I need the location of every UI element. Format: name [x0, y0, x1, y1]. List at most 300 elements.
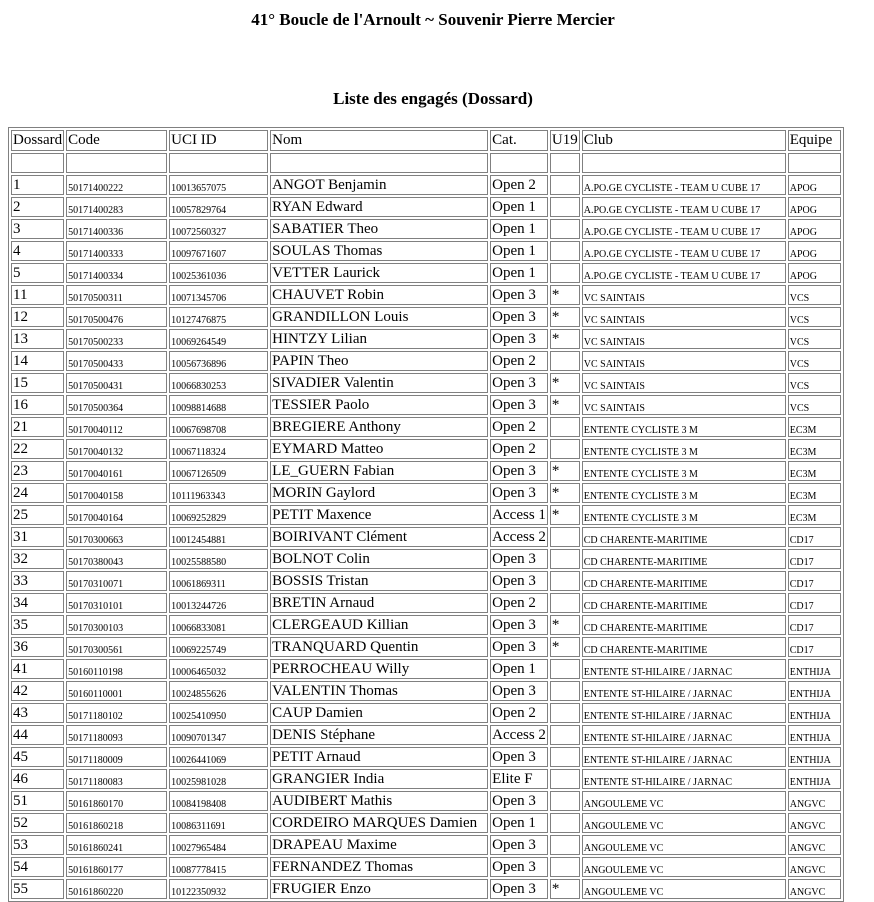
team-cell: ANGVC	[788, 835, 841, 855]
dossard-cell: 22	[11, 439, 64, 459]
u19-cell	[550, 175, 580, 195]
team-cell: EC3M	[788, 483, 841, 503]
col-header-cat: Cat.	[490, 130, 548, 151]
code-cell: 50170500433	[66, 351, 167, 371]
uci-id-cell: 10006465032	[169, 659, 268, 679]
col-header-equipe: Equipe	[788, 130, 841, 151]
u19-cell	[550, 725, 580, 745]
table-row	[11, 285, 841, 305]
club-cell: VC SAINTAIS	[582, 351, 786, 371]
table-row	[11, 703, 841, 723]
club-cell: CD CHARENTE-MARITIME	[582, 549, 786, 569]
dossard-cell: 25	[11, 505, 64, 525]
spacer-cell	[788, 153, 841, 173]
table-row	[11, 417, 841, 437]
team-cell: ANGVC	[788, 879, 841, 899]
team-cell: CD17	[788, 527, 841, 547]
club-cell: ENTENTE ST-HILAIRE / JARNAC	[582, 725, 786, 745]
u19-cell	[550, 549, 580, 569]
u19-cell	[550, 835, 580, 855]
table-row	[11, 835, 841, 855]
name-cell: TRANQUARD Quentin	[270, 637, 488, 657]
dossard-cell: 14	[11, 351, 64, 371]
code-cell: 50171180102	[66, 703, 167, 723]
u19-cell: *	[550, 329, 580, 349]
table-row	[11, 329, 841, 349]
entries-table	[8, 127, 844, 902]
category-cell: Open 3	[490, 571, 548, 591]
u19-cell: *	[550, 373, 580, 393]
name-cell: PETIT Arnaud	[270, 747, 488, 767]
club-cell: CD CHARENTE-MARITIME	[582, 527, 786, 547]
uci-id-cell: 10090701347	[169, 725, 268, 745]
code-cell: 50170040164	[66, 505, 167, 525]
code-cell: 50170300561	[66, 637, 167, 657]
club-cell: ENTENTE CYCLISTE 3 M	[582, 483, 786, 503]
category-cell: Open 3	[490, 549, 548, 569]
col-header-u19: U19	[550, 130, 580, 151]
club-cell: ANGOULEME VC	[582, 791, 786, 811]
code-cell: 50170040132	[66, 439, 167, 459]
u19-cell	[550, 857, 580, 877]
code-cell: 50171400334	[66, 263, 167, 283]
code-cell: 50161860241	[66, 835, 167, 855]
uci-id-cell: 10072560327	[169, 219, 268, 239]
category-cell: Open 3	[490, 461, 548, 481]
dossard-cell: 2	[11, 197, 64, 217]
name-cell: DENIS Stéphane	[270, 725, 488, 745]
code-cell: 50170500476	[66, 307, 167, 327]
code-cell: 50170500431	[66, 373, 167, 393]
name-cell: BOLNOT Colin	[270, 549, 488, 569]
category-cell: Access 2	[492, 727, 546, 743]
name-cell: RYAN Edward	[270, 197, 488, 217]
table-row	[11, 747, 841, 767]
name-cell: BOIRIVANT Clément	[270, 527, 488, 547]
team-cell: ENTHIJA	[788, 747, 841, 767]
name-cell: VALENTIN Thomas	[270, 681, 488, 701]
table-row	[11, 175, 841, 195]
code-cell: 50170300663	[66, 527, 167, 547]
category-cell: Open 2	[490, 417, 548, 437]
uci-id-cell: 10067698708	[169, 417, 268, 437]
team-cell: EC3M	[788, 417, 841, 437]
uci-id-cell: 10097671607	[169, 241, 268, 261]
code-cell: 50161860218	[66, 813, 167, 833]
uci-id-cell: 10027965484	[169, 835, 268, 855]
uci-id-cell: 10066833081	[169, 615, 268, 635]
table-row	[11, 373, 841, 393]
club-cell: A.PO.GE CYCLISTE - TEAM U CUBE 17	[582, 263, 786, 283]
code-cell: 50170500364	[66, 395, 167, 415]
table-row	[11, 307, 841, 327]
category-cell: Open 2	[490, 439, 548, 459]
name-cell: GRANDILLON Louis	[270, 307, 488, 327]
spacer-cell	[66, 153, 167, 173]
spacer-cell	[550, 153, 580, 173]
team-cell: EC3M	[788, 439, 841, 459]
name-cell: VETTER Laurick	[270, 263, 488, 283]
dossard-cell: 11	[11, 285, 64, 305]
name-cell: BREGIERE Anthony	[270, 417, 488, 437]
u19-cell: *	[550, 879, 580, 899]
dossard-cell: 12	[11, 307, 64, 327]
name-cell: GRANGIER India	[270, 769, 488, 789]
u19-cell	[550, 791, 580, 811]
dossard-cell: 16	[11, 395, 64, 415]
team-cell: VCS	[788, 351, 841, 371]
name-cell: AUDIBERT Mathis	[270, 791, 488, 811]
name-cell: BRETIN Arnaud	[270, 593, 488, 613]
uci-id-cell: 10087778415	[169, 857, 268, 877]
dossard-cell: 51	[11, 791, 64, 811]
club-cell: A.PO.GE CYCLISTE - TEAM U CUBE 17	[582, 175, 786, 195]
table-row	[11, 857, 841, 877]
code-cell: 50170300103	[66, 615, 167, 635]
club-cell: ENTENTE CYCLISTE 3 M	[582, 417, 786, 437]
uci-id-cell: 10025361036	[169, 263, 268, 283]
u19-cell	[550, 527, 580, 547]
category-cell: Open 3	[490, 791, 548, 811]
team-cell: ANGVC	[788, 791, 841, 811]
table-row	[11, 483, 841, 503]
u19-cell	[550, 439, 580, 459]
list-subtitle: Liste des engagés (Dossard)	[333, 89, 533, 108]
team-cell: VCS	[788, 395, 841, 415]
code-cell: 50170380043	[66, 549, 167, 569]
u19-cell: *	[550, 637, 580, 657]
dossard-cell: 1	[11, 175, 64, 195]
club-cell: ANGOULEME VC	[582, 879, 786, 899]
uci-id-cell: 10057829764	[169, 197, 268, 217]
uci-id-cell: 10013657075	[169, 175, 268, 195]
team-cell: ENTHIJA	[788, 659, 841, 679]
team-cell: ENTHIJA	[788, 681, 841, 701]
entries-body	[11, 175, 841, 899]
table-row	[11, 637, 841, 657]
u19-cell	[550, 241, 580, 261]
club-cell: ANGOULEME VC	[582, 835, 786, 855]
col-header-dossard: Dossard	[11, 130, 64, 151]
table-row	[11, 879, 841, 899]
name-cell: HINTZY Lilian	[270, 329, 488, 349]
code-cell: 50170040158	[66, 483, 167, 503]
name-cell: PETIT Maxence	[270, 505, 488, 525]
category-cell: Open 3	[490, 483, 548, 503]
team-cell: APOG	[788, 197, 841, 217]
uci-id-cell: 10013244726	[169, 593, 268, 613]
category-cell: Open 3	[490, 373, 548, 393]
name-cell: MORIN Gaylord	[270, 483, 488, 503]
dossard-cell: 54	[11, 857, 64, 877]
team-cell: CD17	[788, 637, 841, 657]
team-cell: EC3M	[788, 505, 841, 525]
uci-id-cell: 10122350932	[169, 879, 268, 899]
category-cell: Open 2	[490, 593, 548, 613]
uci-id-cell: 10067126509	[169, 461, 268, 481]
spacer-cell	[169, 153, 268, 173]
name-cell: SOULAS Thomas	[270, 241, 488, 261]
page-title: 41° Boucle de l'Arnoult ~ Souvenir Pierre Mercier	[251, 10, 615, 29]
club-cell: ENTENTE CYCLISTE 3 M	[582, 461, 786, 481]
dossard-cell: 43	[11, 703, 64, 723]
dossard-cell: 3	[11, 219, 64, 239]
uci-id-cell: 10071345706	[169, 285, 268, 305]
dossard-cell: 45	[11, 747, 64, 767]
category-cell: Access 2	[492, 529, 546, 545]
code-cell: 50171400333	[66, 241, 167, 261]
code-cell: 50170310101	[66, 593, 167, 613]
u19-cell: *	[550, 395, 580, 415]
club-cell: ENTENTE ST-HILAIRE / JARNAC	[582, 703, 786, 723]
team-cell: VCS	[788, 307, 841, 327]
code-cell: 50171180009	[66, 747, 167, 767]
dossard-cell: 52	[11, 813, 64, 833]
u19-cell	[550, 703, 580, 723]
table-row	[11, 681, 841, 701]
name-cell: DRAPEAU Maxime	[270, 835, 488, 855]
col-header-club: Club	[582, 130, 786, 151]
club-cell: A.PO.GE CYCLISTE - TEAM U CUBE 17	[582, 219, 786, 239]
club-cell: ANGOULEME VC	[582, 857, 786, 877]
table-row	[11, 197, 841, 217]
name-cell: CORDEIRO MARQUES Damien	[270, 813, 488, 833]
name-cell: CHAUVET Robin	[270, 285, 488, 305]
code-cell: 50171180083	[66, 769, 167, 789]
table-row	[11, 615, 841, 635]
uci-id-cell: 10061869311	[169, 571, 268, 591]
uci-id-cell: 10066830253	[169, 373, 268, 393]
dossard-cell: 35	[11, 615, 64, 635]
table-row	[11, 505, 841, 525]
spacer-cell	[11, 153, 64, 173]
club-cell: ENTENTE ST-HILAIRE / JARNAC	[582, 681, 786, 701]
col-header-code: Code	[66, 130, 167, 151]
u19-cell: *	[550, 615, 580, 635]
u19-cell	[550, 769, 580, 789]
category-cell: Open 1	[490, 263, 548, 283]
club-cell: VC SAINTAIS	[582, 307, 786, 327]
club-cell: ENTENTE CYCLISTE 3 M	[582, 505, 786, 525]
team-cell: APOG	[788, 263, 841, 283]
uci-id-cell: 10012454881	[169, 527, 268, 547]
col-header-uci-id: UCI ID	[169, 130, 268, 151]
uci-id-cell: 10098814688	[169, 395, 268, 415]
club-cell: A.PO.GE CYCLISTE - TEAM U CUBE 17	[582, 197, 786, 217]
name-cell: LE_GUERN Fabian	[270, 461, 488, 481]
club-cell: ENTENTE CYCLISTE 3 M	[582, 439, 786, 459]
dossard-cell: 36	[11, 637, 64, 657]
uci-id-cell: 10067118324	[169, 439, 268, 459]
dossard-cell: 44	[11, 725, 64, 745]
dossard-cell: 53	[11, 835, 64, 855]
table-row	[11, 527, 841, 547]
name-cell: CAUP Damien	[270, 703, 488, 723]
table-row	[11, 725, 841, 745]
dossard-cell: 46	[11, 769, 64, 789]
u19-cell	[550, 747, 580, 767]
u19-cell	[550, 417, 580, 437]
dossard-cell: 32	[11, 549, 64, 569]
table-row	[11, 241, 841, 261]
club-cell: CD CHARENTE-MARITIME	[582, 593, 786, 613]
team-cell: CD17	[788, 571, 841, 591]
club-cell: VC SAINTAIS	[582, 395, 786, 415]
col-header-nom: Nom	[270, 130, 488, 151]
table-row	[11, 769, 841, 789]
category-cell: Open 3	[490, 329, 548, 349]
table-row	[11, 263, 841, 283]
dossard-cell: 23	[11, 461, 64, 481]
category-cell: Open 1	[490, 241, 548, 261]
table-row	[11, 659, 841, 679]
table-row	[11, 593, 841, 613]
code-cell: 50171400336	[66, 219, 167, 239]
dossard-cell: 15	[11, 373, 64, 393]
code-cell: 50161860220	[66, 879, 167, 899]
name-cell: SABATIER Theo	[270, 219, 488, 239]
u19-cell	[550, 263, 580, 283]
code-cell: 50161860177	[66, 857, 167, 877]
uci-id-cell: 10025410950	[169, 703, 268, 723]
category-cell: Open 3	[490, 835, 548, 855]
table-row	[11, 395, 841, 415]
uci-id-cell: 10069264549	[169, 329, 268, 349]
code-cell: 50170500311	[66, 285, 167, 305]
team-cell: APOG	[788, 241, 841, 261]
u19-cell	[550, 571, 580, 591]
code-cell: 50170310071	[66, 571, 167, 591]
category-cell: Open 2	[490, 175, 548, 195]
code-cell: 50171400222	[66, 175, 167, 195]
club-cell: CD CHARENTE-MARITIME	[582, 615, 786, 635]
team-cell: EC3M	[788, 461, 841, 481]
club-cell: ENTENTE ST-HILAIRE / JARNAC	[582, 769, 786, 789]
code-cell: 50171400283	[66, 197, 167, 217]
category-cell: Open 1	[490, 197, 548, 217]
category-cell: Open 2	[490, 703, 548, 723]
uci-id-cell: 10086311691	[169, 813, 268, 833]
category-cell: Open 1	[490, 219, 548, 239]
table-row	[11, 439, 841, 459]
code-cell: 50160110198	[66, 659, 167, 679]
name-cell: CLERGEAUD Killian	[270, 615, 488, 635]
spacer-row	[11, 153, 841, 173]
code-cell: 50160110001	[66, 681, 167, 701]
category-cell: Open 3	[490, 395, 548, 415]
category-cell: Open 3	[490, 879, 548, 899]
code-cell: 50170040112	[66, 417, 167, 437]
u19-cell	[550, 681, 580, 701]
category-cell: Open 3	[490, 307, 548, 327]
dossard-cell: 33	[11, 571, 64, 591]
category-cell: Open 3	[490, 615, 548, 635]
spacer-cell	[582, 153, 786, 173]
dossard-cell: 42	[11, 681, 64, 701]
uci-id-cell: 10127476875	[169, 307, 268, 327]
name-cell: EYMARD Matteo	[270, 439, 488, 459]
u19-cell	[550, 593, 580, 613]
code-cell: 50170040161	[66, 461, 167, 481]
category-cell: Elite F	[490, 769, 548, 789]
dossard-cell: 21	[11, 417, 64, 437]
u19-cell: *	[550, 483, 580, 503]
uci-id-cell: 10111963343	[169, 483, 268, 503]
uci-id-cell: 10069225749	[169, 637, 268, 657]
category-cell: Open 2	[490, 351, 548, 371]
spacer-cell	[490, 153, 548, 173]
name-cell: ANGOT Benjamin	[270, 175, 488, 195]
dossard-cell: 24	[11, 483, 64, 503]
club-cell: ANGOULEME VC	[582, 813, 786, 833]
team-cell: APOG	[788, 175, 841, 195]
uci-id-cell: 10025981028	[169, 769, 268, 789]
table-row	[11, 351, 841, 371]
team-cell: VCS	[788, 285, 841, 305]
name-cell: PERROCHEAU Willy	[270, 659, 488, 679]
team-cell: CD17	[788, 615, 841, 635]
team-cell: ENTHIJA	[788, 703, 841, 723]
club-cell: VC SAINTAIS	[582, 329, 786, 349]
name-cell: SIVADIER Valentin	[270, 373, 488, 393]
name-cell: FRUGIER Enzo	[270, 879, 488, 899]
dossard-cell: 41	[11, 659, 64, 679]
team-cell: ANGVC	[788, 813, 841, 833]
u19-cell: *	[550, 505, 580, 525]
category-cell: Open 3	[490, 747, 548, 767]
club-cell: CD CHARENTE-MARITIME	[582, 637, 786, 657]
code-cell: 50170500233	[66, 329, 167, 349]
table-row	[11, 219, 841, 239]
team-cell: VCS	[788, 329, 841, 349]
category-cell: Open 3	[490, 857, 548, 877]
table-row	[11, 813, 841, 833]
code-cell: 50171180093	[66, 725, 167, 745]
uci-id-cell: 10026441069	[169, 747, 268, 767]
club-cell: CD CHARENTE-MARITIME	[582, 571, 786, 591]
u19-cell: *	[550, 461, 580, 481]
team-cell: CD17	[788, 549, 841, 569]
name-cell: PAPIN Theo	[270, 351, 488, 371]
category-cell: Open 3	[490, 681, 548, 701]
club-cell: ENTENTE ST-HILAIRE / JARNAC	[582, 659, 786, 679]
table-row	[11, 461, 841, 481]
spacer-cell	[270, 153, 488, 173]
u19-cell: *	[550, 307, 580, 327]
u19-cell	[550, 659, 580, 679]
category-cell: Open 1	[490, 659, 548, 679]
uci-id-cell: 10069252829	[169, 505, 268, 525]
dossard-cell: 55	[11, 879, 64, 899]
dossard-cell: 34	[11, 593, 64, 613]
header-row	[11, 130, 841, 151]
team-cell: ENTHIJA	[788, 725, 841, 745]
club-cell: VC SAINTAIS	[582, 285, 786, 305]
team-cell: APOG	[788, 219, 841, 239]
uci-id-cell: 10025588580	[169, 549, 268, 569]
category-cell: Open 3	[490, 285, 548, 305]
table-row	[11, 549, 841, 569]
dossard-cell: 4	[11, 241, 64, 261]
category-cell: Open 1	[490, 813, 548, 833]
u19-cell: *	[550, 285, 580, 305]
u19-cell	[550, 219, 580, 239]
name-cell: FERNANDEZ Thomas	[270, 857, 488, 877]
u19-cell	[550, 813, 580, 833]
team-cell: CD17	[788, 593, 841, 613]
uci-id-cell: 10024855626	[169, 681, 268, 701]
category-cell: Access 1	[492, 507, 546, 523]
